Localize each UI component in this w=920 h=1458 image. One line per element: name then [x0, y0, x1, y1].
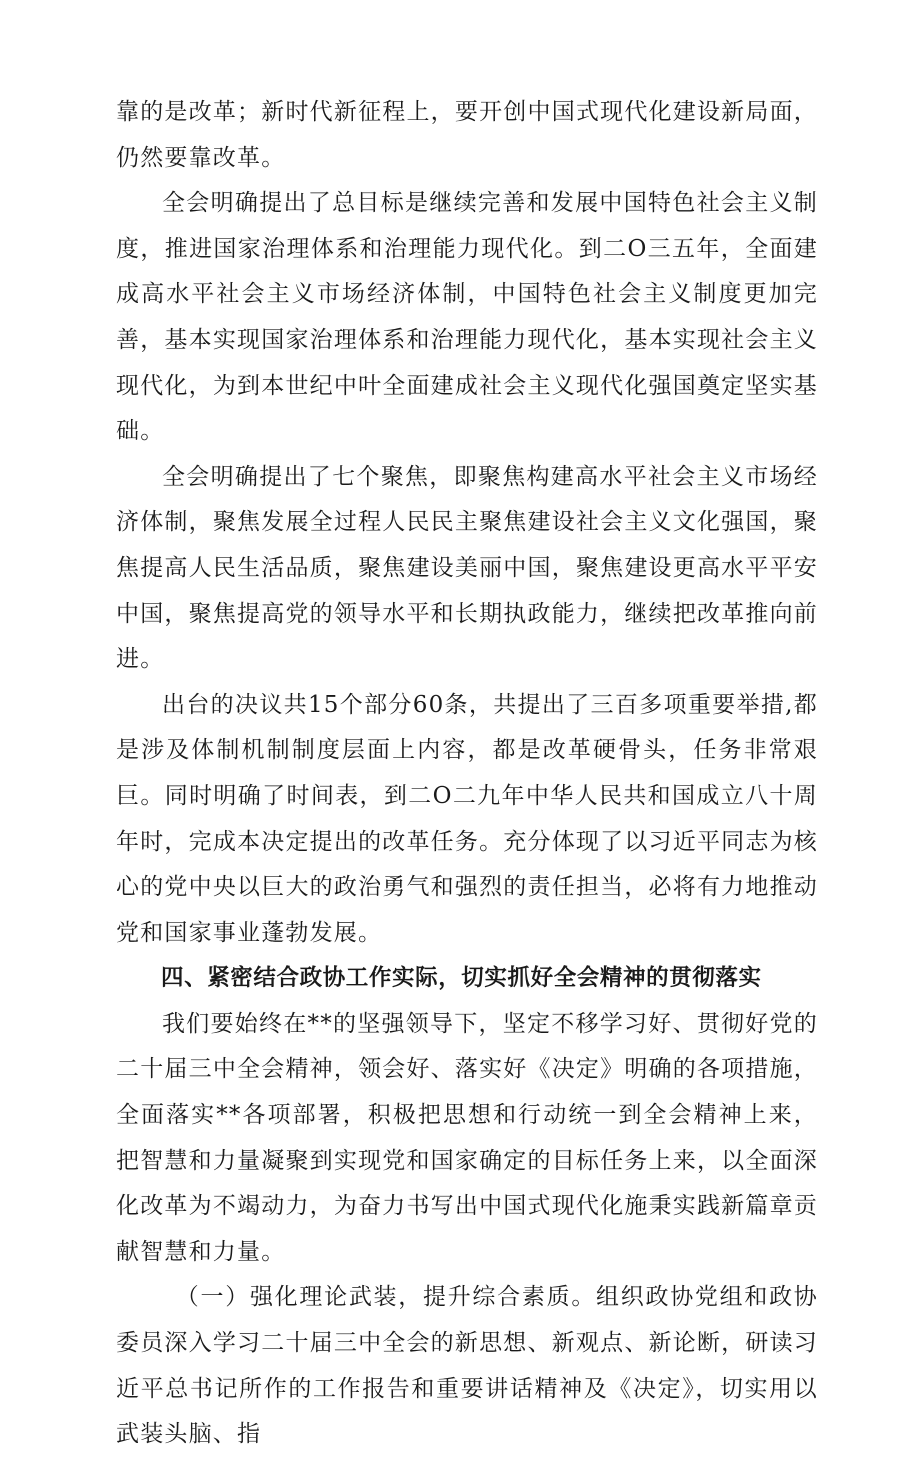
paragraph-overall-goal: 全会明确提出了总目标是继续完善和发展中国特色社会主义制度，推进国家治理体系和治理能力现代化。到二O三五年，全面建成高水平社会主义市场经济体制，中国特色社会主义制度更加完善，基本实现国家治理体系和治理能力现代化，基本实现社会主义现代化，为到本世纪中叶全面建成社会主义现代化强国奠定坚实基础。 — [116, 190, 818, 445]
section-heading-four: 四、紧密结合政协工作实际，切实抓好全会精神的贯彻落实 — [161, 965, 762, 992]
paragraph-resolution-measures: 出台的决议共15个部分60条，共提出了三百多项重要举措,都是涉及体制机制制度层面上内容，都是改革硬骨头，任务非常艰巨。同时明确了时间表，到二O二九年中华人民共和国成立八十周年时，完成本决定提出的改革任务。充分体现了以习近平同志为核心的党中央以巨大的政治勇气和强烈的责任担当，必将有力地推动党和国家事业蓬勃发展。 — [116, 691, 818, 946]
paragraph-seven-focuses: 全会明确提出了七个聚焦，即聚焦构建高水平社会主义市场经济体制，聚焦发展全过程人民民主聚焦建设社会主义文化强国，聚焦提高人民生活品质，聚焦建设美丽中国，聚焦建设更高水平平安中国，聚焦提高党的领导水平和长期执政能力，继续把改革推向前进。 — [116, 463, 818, 673]
paragraph-theory-study: （一）强化理论武装，提升综合素质。组织政协党组和政协委员深入学习二十届三中全会的新思想、新观点、新论断，研读习近平总书记所作的工作报告和重要讲话精神及《决定》，切实用以武装头脑、指 — [116, 1284, 818, 1448]
document-body — [116, 90, 818, 1458]
paragraph-implementation: 我们要始终在**的坚强领导下，坚定不移学习好、贯彻好党的二十届三中全会精神，领会好、落实好《决定》明确的各项措施，全面落实**各项部署，积极把思想和行动统一到全会精神上来，把智慧和力量凝聚到实现党和国家确定的目标任务上来，以全面深化改革为不竭动力，为奋力书写出中国式现代化施秉实践新篇章贡献智慧和力量。 — [116, 1010, 818, 1265]
paragraph-continuation: 靠的是改革；新时代新征程上，要开创中国式现代化建设新局面，仍然要靠改革。 — [116, 99, 818, 171]
